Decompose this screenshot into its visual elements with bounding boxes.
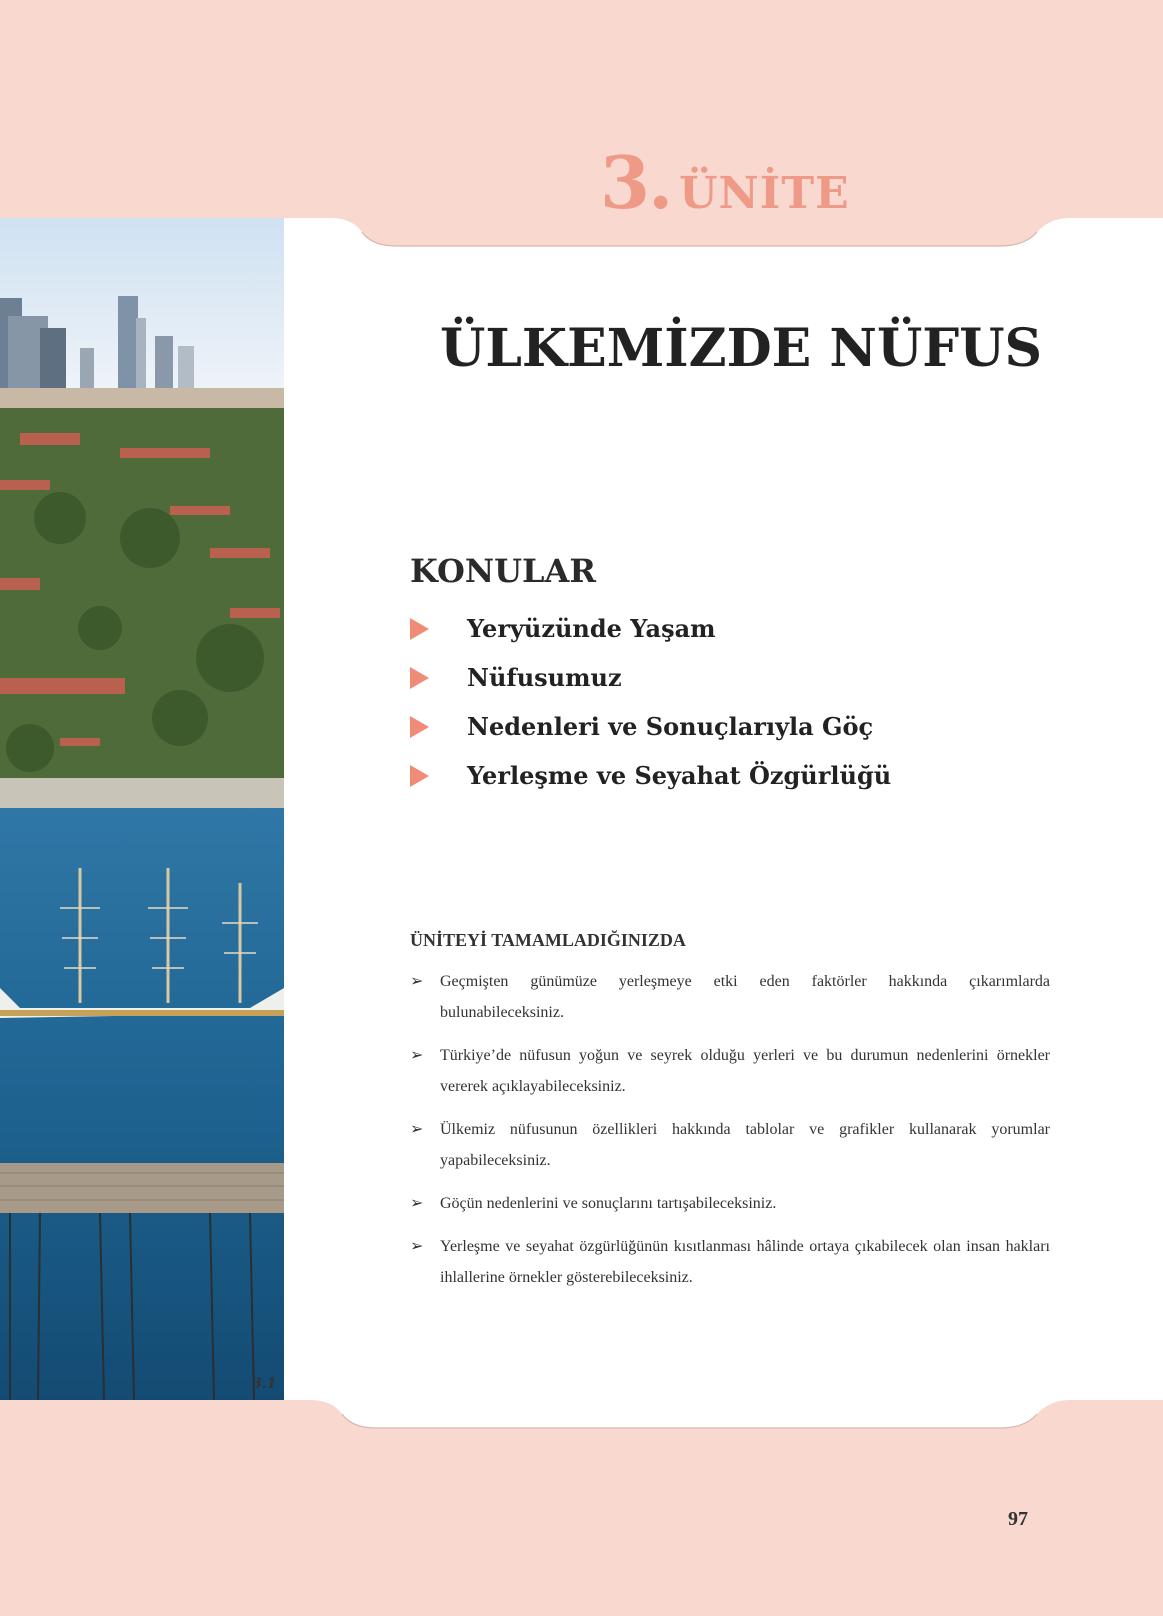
topic-item xyxy=(410,604,891,653)
objective-text: Geçmişten günümüze yerleşmeye etki eden faktörler hakkında çıkarımlarda bulunabileceksiniz. xyxy=(440,973,1050,1021)
topic-item xyxy=(410,653,891,702)
objective-item xyxy=(410,1231,1050,1293)
unit-number: 3. xyxy=(600,140,672,225)
arrowhead-bullet-icon: ➢ xyxy=(410,1047,424,1064)
objective-text: Yerleşme ve seyahat özgürlüğünün kısıtlanması hâlinde ortaya çıkabilecek olan insan hakları ihlallerine örnekler gösterebileceksiniz. xyxy=(440,1238,1050,1286)
objective-text: Ülkemiz nüfusunun özellikleri hakkında tablolar ve grafikler kullanarak yorumlar yapabileceksiniz. xyxy=(440,1121,1050,1169)
bosphorus-photo xyxy=(0,218,284,1400)
page-number: 97 xyxy=(1008,1508,1028,1530)
triangle-arrow-icon xyxy=(410,618,429,640)
triangle-arrow-icon xyxy=(410,667,429,689)
unit-heading xyxy=(600,140,850,230)
topics-list xyxy=(410,604,891,800)
objective-text: Türkiye’de nüfusun yoğun ve seyrek olduğu yerleri ve bu durumun nedenlerini örnekler vererek açıklayabileceksiniz. xyxy=(440,1047,1050,1095)
objectives-heading: ÜNİTEYİ TAMAMLADIĞINIZDA xyxy=(410,930,686,950)
photo-caption: 3.1 xyxy=(252,1376,277,1392)
triangle-arrow-icon xyxy=(410,765,429,787)
topic-label: Yerleşme ve Seyahat Özgürlüğü xyxy=(467,761,892,790)
arrowhead-bullet-icon: ➢ xyxy=(410,1121,424,1138)
objective-text: Göçün nedenlerini ve sonuçlarını tartışabileceksiniz. xyxy=(440,1195,777,1212)
triangle-arrow-icon xyxy=(410,716,429,738)
topic-label: Nüfusumuz xyxy=(467,663,622,692)
arrowhead-bullet-icon: ➢ xyxy=(410,1238,424,1255)
arrowhead-bullet-icon: ➢ xyxy=(410,973,424,990)
topic-item xyxy=(410,751,891,800)
topic-item xyxy=(410,702,891,751)
arrowhead-bullet-icon: ➢ xyxy=(410,1195,424,1212)
topic-label: Nedenleri ve Sonuçlarıyla Göç xyxy=(467,712,874,741)
topic-label: Yeryüzünde Yaşam xyxy=(467,614,716,643)
objective-item xyxy=(410,1114,1050,1176)
unit-label: ÜNİTE xyxy=(679,168,850,219)
objective-item xyxy=(410,966,1050,1028)
topics-heading: KONULAR xyxy=(410,552,596,590)
objectives-list xyxy=(410,966,1050,1305)
objective-item xyxy=(410,1188,1050,1219)
unit-title: ÜLKEMİZDE NÜFUS xyxy=(440,318,1043,379)
objective-item xyxy=(410,1040,1050,1102)
